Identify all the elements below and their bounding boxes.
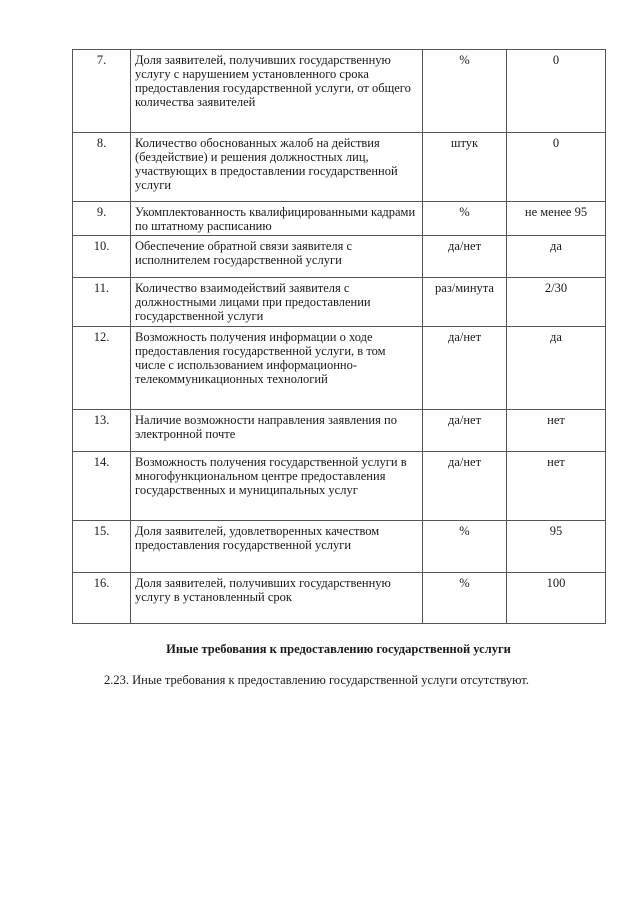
row-number: 14.: [73, 452, 131, 521]
row-number: 12.: [73, 327, 131, 410]
indicator-value: да: [507, 327, 606, 410]
row-number: 7.: [73, 50, 131, 133]
table-row: [73, 278, 606, 327]
unit-of-measure: да/нет: [423, 236, 507, 278]
indicator-name: Доля заявителей, получивших государственную услугу с нарушением установленного срока предоставления государственной услуги, от общего количества заявителей: [131, 50, 423, 133]
table-row: [73, 452, 606, 521]
indicator-value: 2/30: [507, 278, 606, 327]
indicator-name: Количество обоснованных жалоб на действия (бездействие) и решения должностных лиц, участвующих в предоставлении государственной услуги: [131, 133, 423, 202]
table-row: [73, 327, 606, 410]
table-row: [73, 202, 606, 236]
indicator-value: не менее 95: [507, 202, 606, 236]
row-number: 11.: [73, 278, 131, 327]
row-number: 13.: [73, 410, 131, 452]
table-row: [73, 573, 606, 624]
indicator-name: Укомплектованность квалифицированными кадрами по штатному расписанию: [131, 202, 423, 236]
unit-of-measure: штук: [423, 133, 507, 202]
unit-of-measure: %: [423, 50, 507, 133]
row-number: 15.: [73, 521, 131, 573]
unit-of-measure: %: [423, 202, 507, 236]
unit-of-measure: да/нет: [423, 452, 507, 521]
unit-of-measure: да/нет: [423, 410, 507, 452]
indicator-value: нет: [507, 410, 606, 452]
indicator-value: 100: [507, 573, 606, 624]
indicators-table: [72, 49, 606, 624]
row-number: 8.: [73, 133, 131, 202]
unit-of-measure: %: [423, 521, 507, 573]
indicator-name: Возможность получения государственной услуги в многофункциональном центре предоставления государственных и муниципальных услуг: [131, 452, 423, 521]
table-row: [73, 236, 606, 278]
indicator-name: Возможность получения информации о ходе предоставления государственной услуги, в том числе с использованием информационно-телекоммуникационных технологий: [131, 327, 423, 410]
indicator-value: нет: [507, 452, 606, 521]
unit-of-measure: да/нет: [423, 327, 507, 410]
table-row: [73, 133, 606, 202]
section-heading: Иные требования к предоставлению государственной услуги: [166, 642, 511, 656]
table-row: [73, 410, 606, 452]
row-number: 10.: [73, 236, 131, 278]
table-row: [73, 521, 606, 573]
table-row: [73, 50, 606, 133]
indicator-value: да: [507, 236, 606, 278]
section-paragraph: 2.23. Иные требования к предоставлению государственной услуги отсутствуют.: [104, 673, 529, 687]
indicator-name: Наличие возможности направления заявления по электронной почте: [131, 410, 423, 452]
indicator-value: 0: [507, 50, 606, 133]
row-number: 16.: [73, 573, 131, 624]
indicator-value: 0: [507, 133, 606, 202]
unit-of-measure: раз/минута: [423, 278, 507, 327]
indicator-name: Доля заявителей, удовлетворенных качеством предоставления государственной услуги: [131, 521, 423, 573]
indicators-table-body: [73, 50, 606, 624]
indicator-name: Количество взаимодействий заявителя с должностными лицами при предоставлении государственной услуги: [131, 278, 423, 327]
indicator-value: 95: [507, 521, 606, 573]
indicator-name: Доля заявителей, получивших государственную услугу в установленный срок: [131, 573, 423, 624]
indicator-name: Обеспечение обратной связи заявителя с исполнителем государственной услуги: [131, 236, 423, 278]
row-number: 9.: [73, 202, 131, 236]
unit-of-measure: %: [423, 573, 507, 624]
